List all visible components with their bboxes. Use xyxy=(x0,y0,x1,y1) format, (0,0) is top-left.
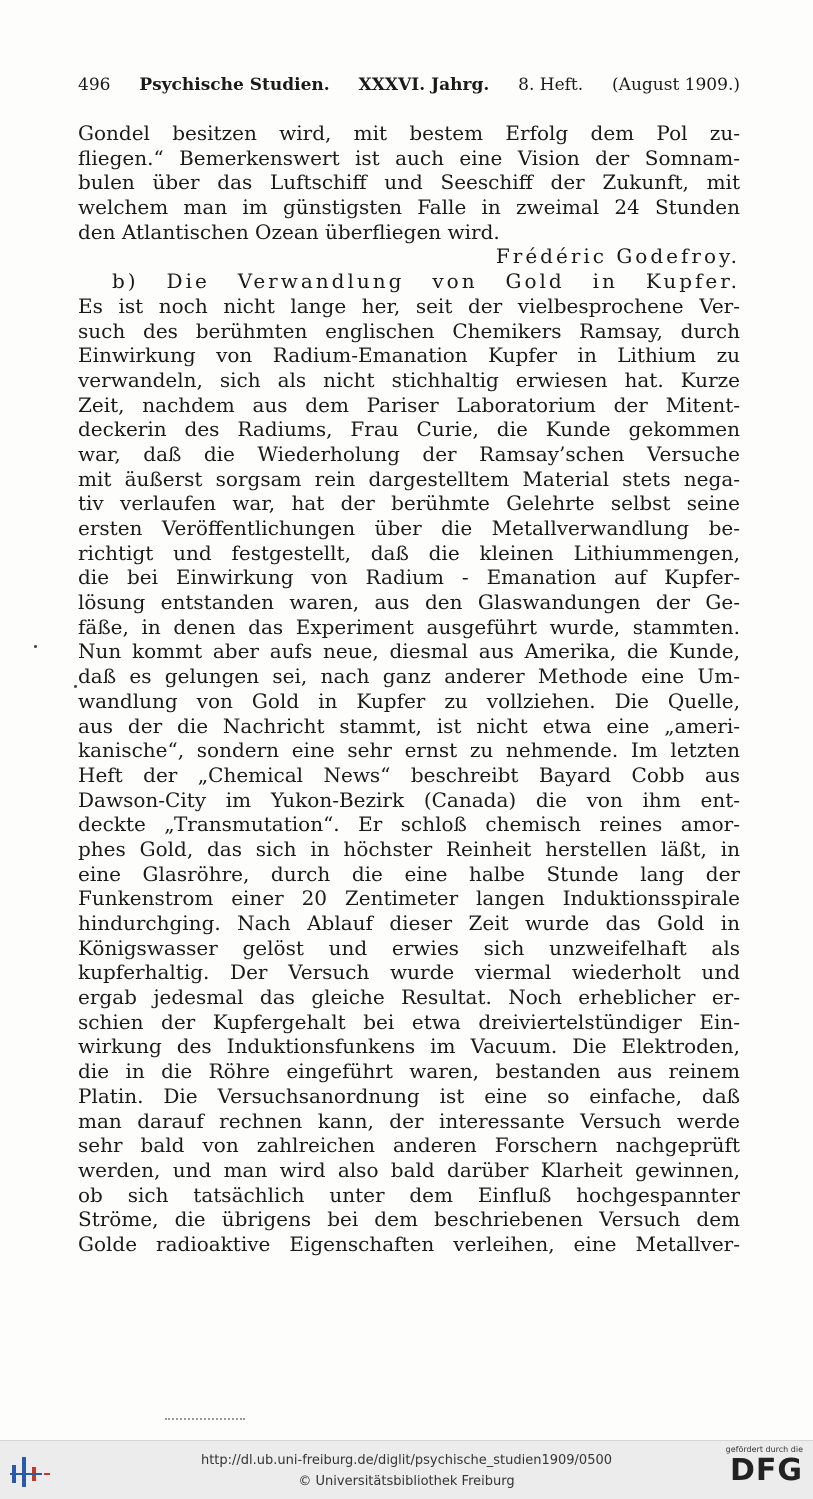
source-url-link[interactable]: http://dl.ub.uni-freiburg.de/diglit/psychische_studien1909/0500 xyxy=(200,1453,613,1468)
issue-date: (August 1909.) xyxy=(612,75,740,95)
text-line: werden, und man wird also bald darüber Klarheit gewinnen, xyxy=(78,1157,740,1182)
margin-speck xyxy=(74,685,77,688)
text-line: welchem man im günstigsten Falle in zweimal 24 Stunden xyxy=(78,195,740,220)
text-line: die in die Röhre eingeführt waren, bestanden aus reinem xyxy=(78,1059,740,1084)
text-line: ob sich tatsächlich unter dem Einfluß hochgespannter xyxy=(78,1182,740,1207)
author-signature: Frédéric Godefroy. xyxy=(495,244,740,269)
issue-label: 8. Heft. xyxy=(518,75,584,95)
text-line: deckte „Transmutation“. Er schloß chemisch reines amor- xyxy=(78,812,740,837)
text-line: richtigt und festgestellt, daß die kleinen Lithiummengen, xyxy=(78,540,740,565)
text-line: fäße, in denen das Experiment ausgeführt wurde, stammten. xyxy=(78,614,740,639)
text-line: Dawson-City im Yukon-Bezirk (Canada) die von ihm ent- xyxy=(78,787,740,812)
text-line: fliegen.“ Bemerkenswert ist auch eine Vision der Somnam- xyxy=(78,145,740,170)
bottom-speckle xyxy=(165,1418,245,1423)
sponsor-caption: gefördert durch die xyxy=(725,1445,803,1454)
page-number: 496 xyxy=(78,75,111,95)
text-line: Es ist noch nicht lange her, seit der vielbesprochene Ver- xyxy=(78,293,740,318)
body-text xyxy=(78,121,740,1257)
text-line: Heft der „Chemical News“ beschreibt Bayard Cobb aus xyxy=(78,762,740,787)
text-line: verwandeln, sich als nicht stichhaltig erwiesen hat. Kurze xyxy=(78,367,740,392)
text-line: lösung entstanden waren, aus den Glaswandungen der Ge- xyxy=(78,590,740,615)
text-line: eine Glasröhre, durch die eine halbe Stunde lang der xyxy=(78,861,740,886)
text-line: Einwirkung von Radium-Emanation Kupfer in Lithium zu xyxy=(78,343,740,368)
text-line: wandlung von Gold in Kupfer zu vollziehen. Die Quelle, xyxy=(78,688,740,713)
text-line: Zeit, nachdem aus dem Pariser Laboratorium der Mitent- xyxy=(78,392,740,417)
text-line: ergab jedesmal das gleiche Resultat. Noch erheblicher er- xyxy=(78,985,740,1010)
text-line: man darauf rechnen kann, der interessante Versuch werde xyxy=(78,1108,740,1133)
dfg-logo xyxy=(708,1445,803,1495)
text-line: hindurchging. Nach Ablauf dieser Zeit wurde das Gold in xyxy=(78,911,740,935)
text-line: tiv verlaufen war, hat der berühmte Gelehrte selbst seine xyxy=(78,491,740,516)
text-line: daß es gelungen sei, nach ganz anderer Methode eine Um- xyxy=(78,664,740,689)
text-line: ersten Veröffentlichungen über die Metallverwandlung be- xyxy=(78,516,740,540)
dfg-wordmark: DFG xyxy=(729,1453,803,1488)
running-header xyxy=(78,74,740,96)
text-line: wirkung des Induktionsfunkens im Vacuum. Die Elektroden, xyxy=(78,1034,740,1059)
text-line: Funkenstrom einer 20 Zentimeter langen Induktionsspirale xyxy=(78,886,740,911)
text-line: Nun kommt aber aufs neue, diesmal aus Amerika, die Kunde, xyxy=(78,639,740,664)
text-line: bulen über das Luftschiff und Seeschiff der Zukunft, mit xyxy=(78,170,740,195)
margin-speck xyxy=(34,645,37,648)
text-line: such des berühmten englischen Chemikers Ramsay, durch xyxy=(78,318,740,343)
section-heading: b) Die Verwandlung von Gold in Kupfer. xyxy=(112,269,740,294)
text-line: schien der Kupfergehalt bei etwa dreiviertelstündiger Ein- xyxy=(78,1009,740,1034)
text-line: mit äußerst sorgsam rein dargestelltem Material stets nega- xyxy=(78,466,740,491)
text-line: die bei Einwirkung von Radium - Emanation auf Kupfer- xyxy=(78,565,740,590)
text-line: sehr bald von zahlreichen anderen Forschern nachgeprüft xyxy=(78,1133,740,1158)
viewer-footer xyxy=(0,1440,813,1499)
copyright-text: © Universitätsbibliothek Freiburg xyxy=(298,1474,515,1489)
text-line: deckerin des Radiums, Frau Curie, die Kunde gekommen xyxy=(78,417,740,442)
text-line: Golde radioaktive Eigenschaften verleihen, eine Metallver- xyxy=(78,1231,740,1256)
text-line: kanische“, sondern eine sehr ernst zu nehmende. Im letzten xyxy=(78,738,740,763)
journal-title: Psychische Studien. xyxy=(139,75,330,95)
text-line: aus der die Nachricht stammt, ist nicht etwa eine „ameri- xyxy=(78,713,740,738)
text-line: den Atlantischen Ozean überfliegen wird. xyxy=(78,219,500,244)
text-line: Königswasser gelöst und erwies sich unzweifelhaft als xyxy=(78,935,740,960)
volume-label: XXXVI. Jahrg. xyxy=(358,75,490,95)
text-line: Ströme, die übrigens bei dem beschriebenen Versuch dem xyxy=(78,1207,740,1232)
text-line: phes Gold, das sich in höchster Reinheit herstellen läßt, in xyxy=(78,836,740,861)
text-line: Gondel besitzen wird, mit bestem Erfolg dem Pol zu- xyxy=(78,121,740,145)
text-line: war, daß die Wiederholung der Ramsay’schen Versuche xyxy=(78,441,740,466)
text-line: Platin. Die Versuchsanordnung ist eine so einfache, daß xyxy=(78,1083,740,1108)
text-line: kupferhaltig. Der Versuch wurde viermal wiederholt und xyxy=(78,960,740,985)
